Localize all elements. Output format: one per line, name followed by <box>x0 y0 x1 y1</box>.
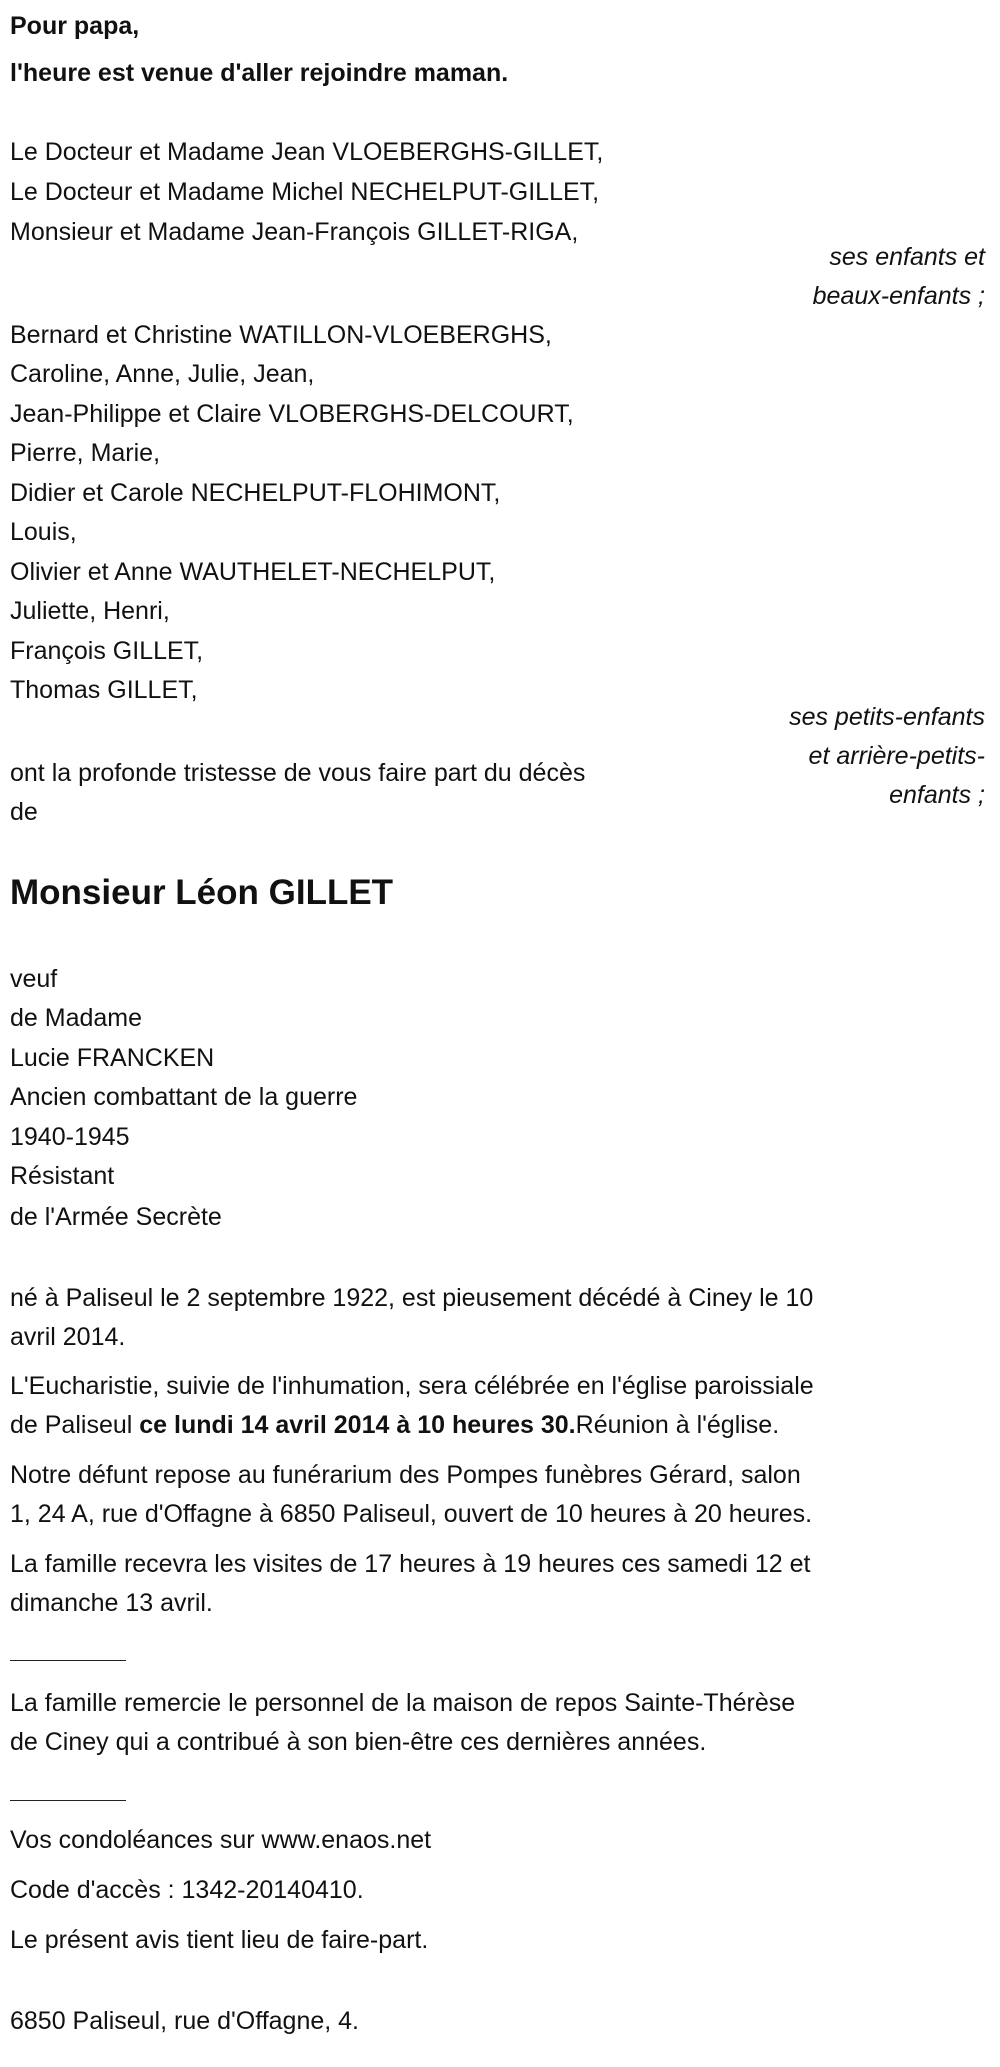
deceased-name: Monsieur Léon GILLET <box>10 873 394 912</box>
visits-line: dimanche 13 avril. <box>10 1589 213 1617</box>
detail-line: veuf <box>10 965 58 993</box>
separator-rule <box>10 1660 126 1661</box>
intro-line-1: Pour papa, <box>10 12 140 40</box>
ceremony-line-2 <box>10 1410 779 1440</box>
detail-line: de l'Armée Secrète <box>10 1203 222 1231</box>
intro-line-2: l'heure est venue d'aller rejoindre maman. <box>10 59 509 87</box>
announce-line: ont la profonde tristesse de vous faire part du décès <box>10 759 586 787</box>
funerarium-line: 1, 24 A, rue d'Offagne à 6850 Paliseul, ouvert de 10 heures à 20 heures. <box>10 1500 813 1528</box>
ceremony-post: Réunion à l'église. <box>575 1411 780 1439</box>
birth-death-line: né à Paliseul le 2 septembre 1922, est pieusement décédé à Ciney le 10 <box>10 1284 814 1312</box>
grandchild-line: François GILLET, <box>10 637 204 665</box>
grandchild-line: Olivier et Anne WAUTHELET-NECHELPUT, <box>10 558 496 586</box>
child-line: Monsieur et Madame Jean-François GILLET-RIGA, <box>10 218 579 246</box>
ceremony-datetime: ce lundi 14 avril 2014 à 10 heures 30. <box>139 1411 576 1439</box>
children-label: ses enfants et <box>829 243 985 271</box>
thanks-line: La famille remercie le personnel de la maison de repos Sainte-Thérèse <box>10 1689 796 1717</box>
address-line: 6850 Paliseul, rue d'Offagne, 4. <box>10 2007 359 2035</box>
detail-line: de Madame <box>10 1004 143 1032</box>
detail-line: Résistant <box>10 1162 115 1190</box>
separator-rule <box>10 1800 126 1801</box>
detail-line: Lucie FRANCKEN <box>10 1044 215 1072</box>
grandchild-line: Pierre, Marie, <box>10 439 161 467</box>
grandchildren-label: et arrière-petits- <box>808 742 985 770</box>
visits-line: La famille recevra les visites de 17 heures à 19 heures ces samedi 12 et <box>10 1550 811 1578</box>
grandchild-line: Didier et Carole NECHELPUT-FLOHIMONT, <box>10 479 501 507</box>
children-label: beaux-enfants ; <box>812 282 985 310</box>
ceremony-pre: de Paliseul <box>10 1411 140 1439</box>
detail-line: Ancien combattant de la guerre <box>10 1083 358 1111</box>
grandchild-line: Jean-Philippe et Claire VLOBERGHS-DELCOURT, <box>10 400 574 428</box>
child-line: Le Docteur et Madame Michel NECHELPUT-GILLET, <box>10 178 600 206</box>
thanks-line: de Ciney qui a contribué à son bien-être ces dernières années. <box>10 1728 707 1756</box>
birth-death-line: avril 2014. <box>10 1323 126 1351</box>
grandchild-line: Thomas GILLET, <box>10 676 198 704</box>
funerarium-line: Notre défunt repose au funérarium des Pompes funèbres Gérard, salon <box>10 1461 801 1489</box>
grandchildren-label: ses petits-enfants <box>789 703 985 731</box>
detail-line: 1940-1945 <box>10 1123 130 1151</box>
grandchildren-label: enfants ; <box>889 781 985 809</box>
child-line: Le Docteur et Madame Jean VLOEBERGHS-GILLET, <box>10 138 604 166</box>
announce-line: de <box>10 798 38 826</box>
condolences-line: Vos condoléances sur www.enaos.net <box>10 1826 432 1854</box>
access-code-line: Code d'accès : 1342-20140410. <box>10 1876 364 1904</box>
grandchild-line: Louis, <box>10 518 77 546</box>
grandchild-line: Caroline, Anne, Julie, Jean, <box>10 360 315 388</box>
notice-line: Le présent avis tient lieu de faire-part. <box>10 1926 429 1954</box>
ceremony-line-1: L'Eucharistie, suivie de l'inhumation, sera célébrée en l'église paroissiale <box>10 1372 814 1400</box>
grandchild-line: Juliette, Henri, <box>10 597 170 625</box>
grandchild-line: Bernard et Christine WATILLON-VLOEBERGHS, <box>10 321 552 349</box>
